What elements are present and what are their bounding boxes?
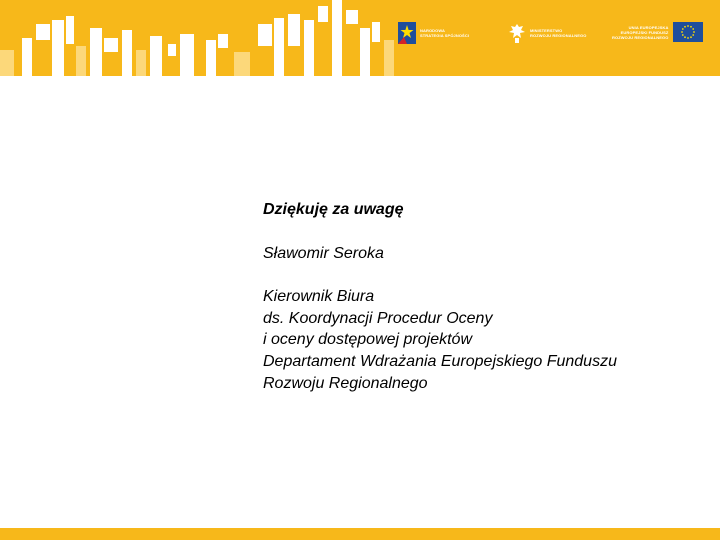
fundusze-europejskie-star-icon <box>398 22 416 44</box>
logo-unia-europejska <box>612 22 703 42</box>
speaker-position <box>263 286 703 394</box>
logo-text-line: UNIA EUROPEJSKA <box>628 24 669 30</box>
logo-text-line: STRATEGIA SPÓJNOŚCI <box>420 33 470 38</box>
polish-eagle-icon <box>508 22 526 44</box>
position-line: Rozwoju Regionalnego <box>263 374 428 392</box>
logo-text-line: ROZWOJU REGIONALNEGO <box>612 34 669 40</box>
logo-text-line: NARODOWA <box>420 28 446 33</box>
eu-flag-icon <box>673 22 703 42</box>
logo-text-line: EUROPEJSKI FUNDUSZ <box>620 29 669 35</box>
slide-content <box>263 199 703 394</box>
thank-you-heading: Dziękuję za uwagę <box>263 201 404 218</box>
decorative-building-pattern <box>0 0 395 76</box>
footer-bar <box>0 528 720 540</box>
position-line: ds. Koordynacji Procedur Oceny <box>263 309 493 327</box>
logo-text-line: ROZWOJU REGIONALNEGO <box>530 33 587 38</box>
position-line: Departament Wdrażania Europejskiego Funduszu <box>263 352 617 370</box>
speaker-name: Sławomir Seroka <box>263 244 384 262</box>
logo-text-line: MINISTERSTWO <box>530 28 563 33</box>
logo-ministerstwo <box>508 22 586 44</box>
position-line: i oceny dostępowej projektów <box>263 331 473 349</box>
logo-narodowa-strategia-spojnosci <box>398 22 469 44</box>
header-bar <box>0 0 720 76</box>
position-line: Kierownik Biura <box>263 288 375 306</box>
